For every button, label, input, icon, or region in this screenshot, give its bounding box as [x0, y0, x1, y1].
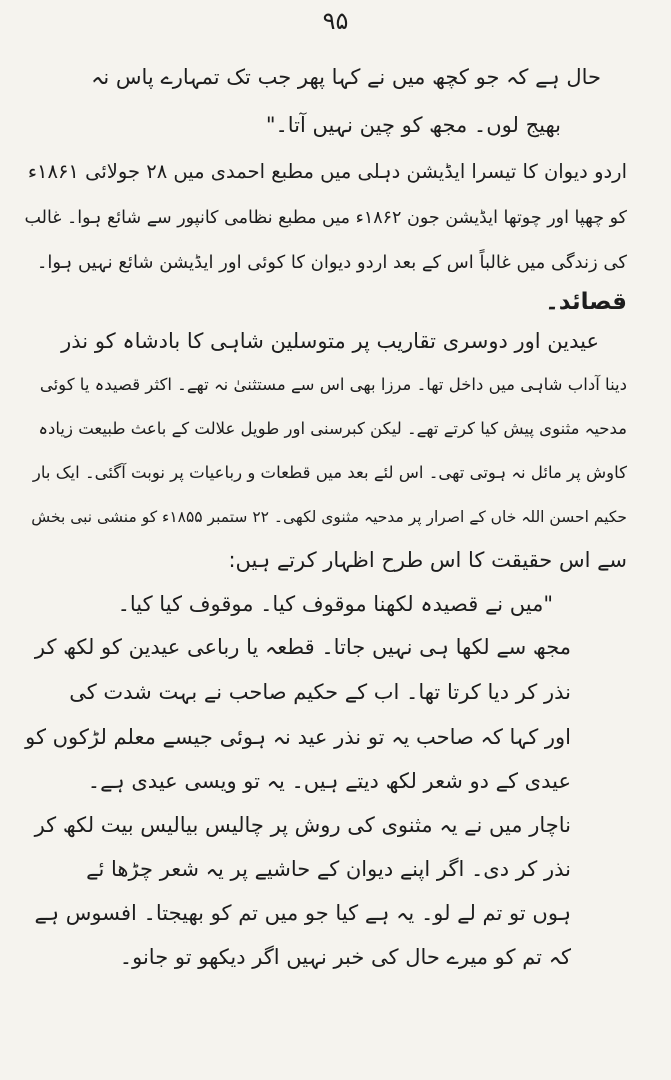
quote-line: عیدی کے دو شعر لکھ دیتے ہیں۔ یہ تو ویسی عیدی ہے۔ — [87, 769, 571, 793]
text-line: سے اس حقیقت کا اس طرح اظہار کرتے ہیں: — [228, 548, 627, 572]
text-line: حکیم احسن اللہ خاں کے اصرار پر مدحیہ مثنوی لکھی۔ ۲۲ ستمبر ۱۸۵۵ء کو منشی نبی بخش — [31, 508, 627, 526]
text-line: بھیج لوں۔ مجھ کو چین نہیں آتا۔" — [265, 113, 561, 137]
quote-line: کہ تم کو میرے حال کی خبر نہیں اگر دیکھو تو جانو۔ — [119, 945, 571, 969]
quote-line: "میں نے قصیدہ لکھنا موقوف کیا۔ موقوف کیا کیا۔ — [117, 592, 553, 616]
text-line: کو چھپا اور چوتھا ایڈیشن جون ۱۸۶۲ء میں مطبع نظامی کانپور سے شائع ہوا۔ غالب — [24, 208, 627, 228]
text-line: مدحیہ مثنوی پیش کیا کرتے تھے۔ لیکن کبرسنی اور طویل علالت کے باعث طبیعت زیادہ — [38, 419, 627, 438]
text-line: اردو دیوان کا تیسرا ایڈیشن دہلی میں مطبع احمدی میں ۲۸ جولائی ۱۸۶۱ء — [27, 160, 627, 183]
quote-line: مجھ سے لکھا ہی نہیں جاتا۔ قطعہ یا رباعی عیدین کو لکھ کر — [34, 635, 571, 659]
quote-line: نذر کر دی۔ اگر اپنے دیوان کے حاشیے پر یہ شعر چڑھا ئے — [86, 857, 571, 881]
text-line: کاوش پر مائل نہ ہوتی تھی۔ اس لئے بعد میں قطعات و رباعیات پر نوبت آگئی۔ ایک بار — [32, 463, 627, 482]
text-line: عیدین اور دوسری تقاریب پر متوسلین شاہی کا بادشاہ کو نذر — [61, 329, 599, 353]
page-number: ۹۵ — [322, 7, 349, 35]
section-heading: قصائد۔ — [545, 289, 627, 315]
text-line: حال ہے کہ جو کچھ میں نے کہا پھر جب تک تمہارے پاس نہ — [91, 65, 601, 89]
quote-line: نذر کر دیا کرتا تھا۔ اب کے حکیم صاحب نے بہت شدت کی — [69, 680, 571, 704]
quote-line: ہوں تو تم لے لو۔ یہ ہے کیا جو میں تم کو بھیجتا۔ افسوس ہے — [34, 901, 571, 925]
quote-line: اور کہا کہ صاحب یہ تو نذر عید نہ ہوئی جیسے معلم لڑکوں کو — [25, 725, 571, 749]
text-line: دینا آداب شاہی میں داخل تھا۔ مرزا بھی اس سے مستثنیٰ نہ تھے۔ اکثر قصیدہ یا کوئی — [39, 375, 627, 394]
text-line: کی زندگی میں غالباً اس کے بعد اردو دیوان کا کوئی اور ایڈیشن شائع نہیں ہوا۔ — [36, 252, 627, 273]
quote-line: ناچار میں نے یہ مثنوی کی روش پر چالیس بیالیس بیت لکھ کر — [34, 813, 571, 837]
